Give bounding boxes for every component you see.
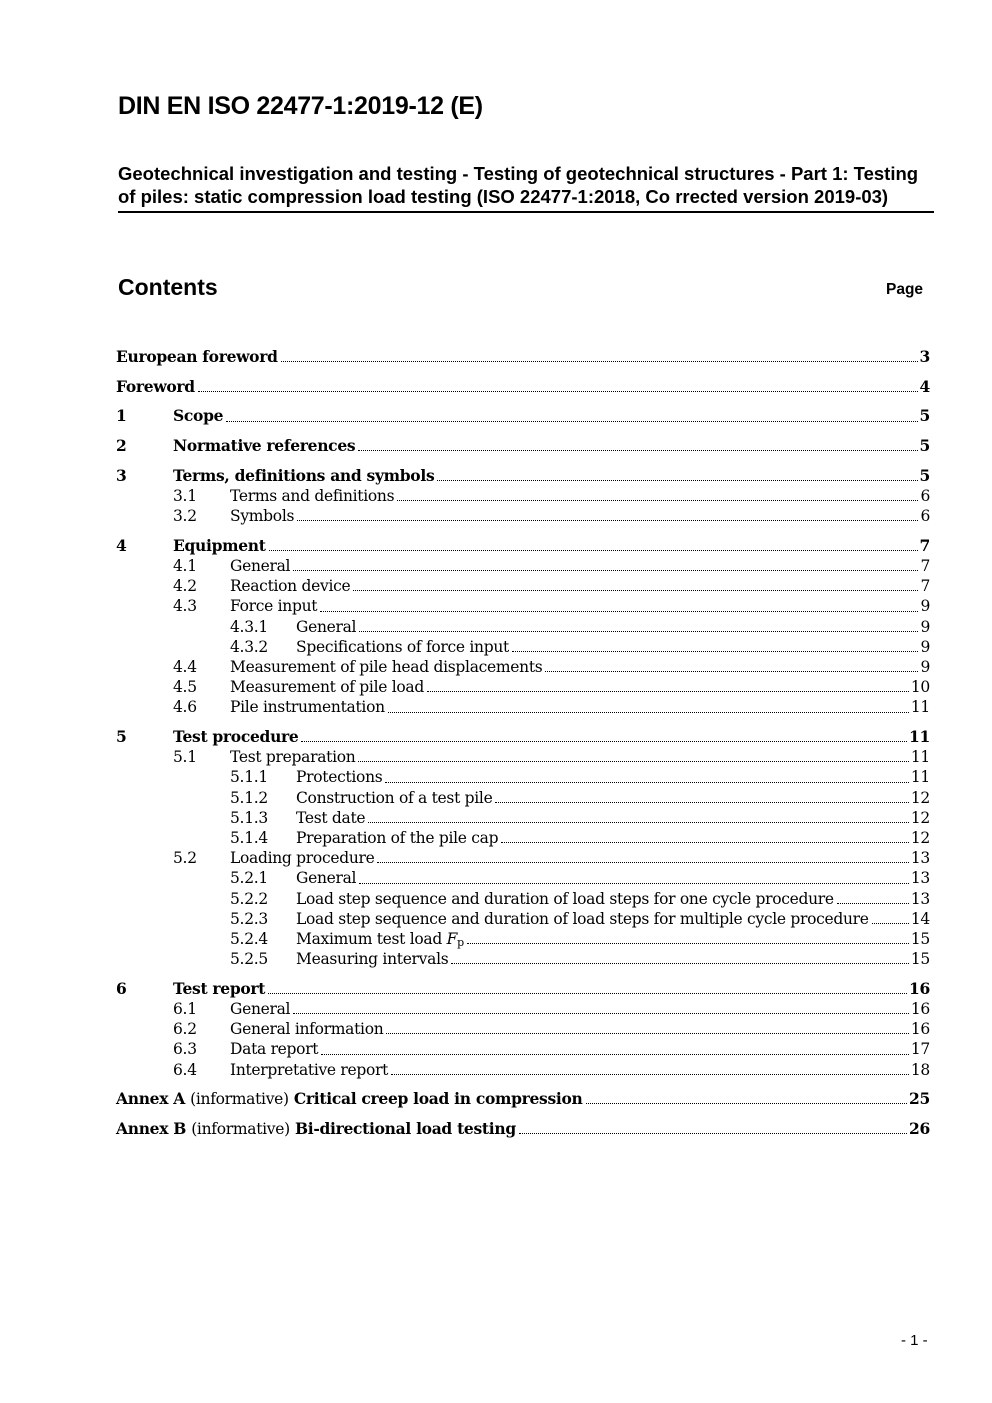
toc-entry-page: 6 — [920, 486, 930, 505]
toc-entry-number: 4.5 — [173, 678, 197, 697]
dot-leader — [837, 903, 909, 904]
toc-entry-5-1-2[interactable] — [116, 788, 930, 808]
dot-leader — [297, 520, 918, 521]
dot-leader — [358, 761, 908, 762]
toc-entry-4-2[interactable] — [116, 576, 930, 596]
toc-entry-number: 4 — [116, 535, 127, 555]
toc-entry-number: 5.2.2 — [230, 889, 268, 908]
toc-entry-2[interactable] — [116, 436, 930, 456]
toc-entry-title — [116, 1089, 583, 1109]
toc-entry-6-1[interactable] — [116, 999, 930, 1019]
toc-entry-title: Terms and definitions — [230, 486, 395, 505]
toc-entry-page: 16 — [909, 978, 930, 998]
dot-leader — [281, 361, 918, 362]
toc-entry-page: 5 — [919, 436, 930, 456]
toc-entry-number: 4.3 — [173, 597, 197, 616]
dot-leader — [586, 1103, 908, 1104]
toc-entry-page: 16 — [910, 1020, 930, 1039]
toc-entry-page: 7 — [920, 557, 930, 575]
toc-entry-european-foreword[interactable] — [116, 347, 930, 367]
toc-entry-page: 13 — [910, 869, 930, 888]
toc-entry-title: Interpretative report — [230, 1060, 389, 1079]
dot-leader — [388, 712, 909, 713]
toc-entry-title: Test report — [173, 978, 266, 998]
toc-entry-number: 3 — [116, 465, 127, 485]
toc-entry-title: Normative references — [173, 436, 356, 456]
toc-entry-title: Terms, definitions and symbols — [173, 465, 435, 485]
toc-entry-page: 14 — [910, 909, 930, 928]
toc-entry-number: 5.1.1 — [230, 768, 268, 787]
dot-leader — [359, 883, 909, 884]
toc-entry-annex-a[interactable] — [116, 1089, 930, 1109]
toc-entry-page: 9 — [920, 657, 930, 676]
toc-entry-number: 4.2 — [173, 577, 197, 596]
toc-entry-number: 4.4 — [173, 657, 197, 676]
toc-entry-title: Load step sequence and duration of load steps for one cycle procedure — [296, 889, 834, 908]
toc-entry-number: 2 — [116, 436, 127, 456]
toc-entry-4-3-1[interactable] — [116, 617, 930, 637]
toc-entry-title: Data report — [230, 1040, 319, 1059]
toc-entry-number: 5.1.2 — [230, 788, 268, 807]
toc-entry-page: 10 — [910, 678, 930, 697]
toc-entry-page: 25 — [909, 1089, 930, 1109]
toc-entry-title: Pile instrumentation — [230, 698, 385, 717]
toc-entry-page: 4 — [919, 376, 930, 396]
dot-leader — [872, 923, 909, 924]
dot-leader — [377, 862, 908, 863]
dot-leader — [226, 421, 917, 422]
toc-entry-number: 4.1 — [173, 557, 197, 575]
dot-leader — [385, 782, 908, 783]
annex-label: Annex A — [116, 1089, 185, 1109]
dot-leader — [451, 963, 908, 964]
toc-entry-title: Test procedure — [173, 727, 299, 746]
toc-entry-title: Test date — [296, 808, 366, 827]
toc-entry-foreword[interactable] — [116, 377, 930, 397]
toc-entry-page: 16 — [910, 999, 930, 1018]
toc-entry-title: European foreword — [116, 347, 278, 366]
dot-leader — [386, 1033, 908, 1034]
toc-entry-title: Protections — [296, 768, 383, 787]
toc-entry-page: 5 — [919, 406, 930, 426]
toc-entry-4-3[interactable] — [116, 596, 930, 616]
toc-entry-1[interactable] — [116, 406, 930, 426]
annex-title: Bi-directional load testing — [294, 1118, 516, 1138]
toc-entry-page: 17 — [910, 1040, 930, 1059]
toc-entry-title: General — [296, 617, 357, 636]
toc-entry-title: Equipment — [173, 535, 266, 555]
toc-entry-page: 11 — [910, 768, 930, 787]
toc-entry-page: 12 — [910, 828, 930, 847]
toc-entry-5-1-1[interactable] — [116, 767, 930, 787]
toc-entry-5-2-5[interactable] — [116, 949, 930, 969]
toc-entry-number: 4.6 — [173, 698, 197, 717]
toc-entry-page: 5 — [919, 465, 930, 485]
toc-entry-number: 3.2 — [173, 507, 197, 526]
dot-leader — [198, 391, 918, 392]
toc-entry-title — [116, 1119, 516, 1139]
toc-entry-title: Load step sequence and duration of load steps for multiple cycle procedure — [296, 909, 869, 928]
dot-leader — [391, 1074, 909, 1075]
toc-entry-number: 6.2 — [173, 1020, 197, 1039]
dot-leader — [301, 741, 907, 742]
toc-entry-page: 9 — [920, 617, 930, 636]
toc-entry-number: 5.1.4 — [230, 828, 268, 847]
toc-entry-number: 1 — [116, 406, 127, 426]
toc-entry-number: 5.2.1 — [230, 869, 268, 888]
annex-type: (informative) — [190, 1090, 289, 1109]
toc-entry-page: 12 — [910, 788, 930, 807]
toc-entry-5-2-1[interactable] — [116, 868, 930, 888]
page-number: - 1 - — [901, 1332, 928, 1349]
dot-leader — [293, 570, 918, 571]
toc-entry-number: 6.3 — [173, 1040, 197, 1059]
toc-entry-6-3[interactable] — [116, 1039, 930, 1059]
dot-leader — [368, 822, 909, 823]
dot-leader — [321, 1054, 909, 1055]
toc-entry-5-2-2[interactable] — [116, 889, 930, 909]
toc-entry-3-1[interactable] — [116, 486, 930, 506]
toc-entry-page: 3 — [919, 347, 930, 366]
toc-entry-3-2[interactable] — [116, 506, 930, 526]
toc-entry-number: 5 — [116, 727, 127, 746]
dot-leader — [397, 500, 918, 501]
toc-entry-page: 11 — [910, 698, 930, 717]
toc-entry-page: 7 — [919, 535, 930, 555]
toc-entry-page: 15 — [910, 950, 930, 969]
toc-entry-page: 9 — [920, 597, 930, 616]
toc-entry-number: 5.1 — [173, 748, 197, 767]
dot-leader — [512, 651, 918, 652]
toc-entry-title: General — [230, 999, 291, 1018]
toc-entry-number: 6.1 — [173, 999, 197, 1018]
toc-entry-page: 26 — [909, 1118, 930, 1138]
toc-entry-number: 4.3.1 — [230, 617, 268, 636]
toc-entry-5-1[interactable] — [116, 747, 930, 767]
dot-leader — [467, 943, 909, 944]
toc-entry-page: 11 — [909, 727, 930, 746]
toc-entry-title: Loading procedure — [230, 849, 375, 868]
toc-entry-title: Force input — [230, 597, 318, 616]
toc-entry-5-2-4[interactable] — [116, 929, 930, 949]
dot-leader — [353, 590, 918, 591]
toc-entry-title: General information — [230, 1020, 384, 1039]
toc-entry-title: Measurement of pile head displacements — [230, 657, 543, 676]
toc-entry-4-6[interactable] — [116, 697, 930, 717]
dot-leader — [545, 671, 918, 672]
toc-entry-3[interactable] — [116, 466, 930, 486]
toc-entry-4-3-2[interactable] — [116, 637, 930, 657]
toc-entry-page: 7 — [920, 577, 930, 596]
toc-entry-number: 4.3.2 — [230, 637, 268, 656]
toc-entry-number: 5.2.3 — [230, 909, 268, 928]
toc-entry-4-5[interactable] — [116, 677, 930, 697]
toc-entry-number: 6.4 — [173, 1060, 197, 1079]
toc-entry-title: Reaction device — [230, 577, 351, 596]
contents-heading: Contents — [118, 274, 218, 300]
toc-entry-title: General — [230, 557, 291, 575]
toc-entry-6-4[interactable] — [116, 1060, 930, 1080]
toc-entry-title: Preparation of the pile cap — [296, 828, 499, 847]
toc-entry-page: 13 — [910, 889, 930, 908]
toc-entry-number: 5.2.4 — [230, 929, 268, 948]
dot-leader — [358, 450, 917, 451]
toc-entry-title: Measurement of pile load — [230, 678, 424, 697]
toc-entry-title: Construction of a test pile — [296, 788, 493, 807]
toc-entry-title: General — [296, 869, 357, 888]
annex-title: Critical creep load in compression — [293, 1089, 583, 1109]
toc-entry-number: 3.1 — [173, 486, 197, 505]
toc-entry-5-2-3[interactable] — [116, 909, 930, 929]
toc-entry-title: Specifications of force input — [296, 637, 509, 656]
toc-entry-number: 6 — [116, 978, 127, 998]
toc-entry-annex-b[interactable] — [116, 1119, 930, 1139]
toc-entry-title: Measuring intervals — [296, 950, 449, 969]
force-symbol-subscript: p — [457, 935, 464, 949]
toc-entry-title-text: Maximum test load — [296, 929, 442, 948]
dot-leader — [519, 1133, 907, 1134]
toc-entry-5[interactable] — [116, 727, 930, 747]
document-title: DIN EN ISO 22477-1:2019-12 (E) — [118, 92, 483, 120]
toc-entry-title: Scope — [173, 406, 224, 426]
force-symbol: F — [446, 929, 458, 948]
dot-leader — [437, 480, 917, 481]
toc-entry-number: 5.2 — [173, 849, 197, 868]
toc-entry-page: 15 — [910, 929, 930, 948]
document-subtitle: Geotechnical investigation and testing - Testing of geotechnical structures - Part 1: Testing of piles: static compression load testing (ISO 22477-1:2018, Co rrected version 2019-03) — [118, 162, 934, 213]
dot-leader — [495, 802, 908, 803]
toc-entry-page: 12 — [910, 808, 930, 827]
toc-entry-title: Foreword — [116, 376, 195, 396]
annex-type: (informative) — [191, 1119, 290, 1138]
toc-entry-6[interactable] — [116, 979, 930, 999]
toc-entry-page: 11 — [910, 748, 930, 767]
dot-leader — [268, 993, 907, 994]
page-column-heading: Page — [886, 281, 924, 298]
toc-entry-4[interactable] — [116, 536, 930, 556]
dot-leader — [269, 550, 918, 551]
toc-entry-6-2[interactable] — [116, 1019, 930, 1039]
dot-leader — [427, 691, 909, 692]
annex-label: Annex B — [116, 1118, 187, 1138]
toc-entry-title: Test preparation — [230, 748, 356, 767]
dot-leader — [501, 842, 909, 843]
toc-entry-page: 13 — [910, 849, 930, 868]
dot-leader — [293, 1013, 909, 1014]
toc-entry-page: 18 — [910, 1060, 930, 1079]
toc-entry-4-4[interactable] — [116, 657, 930, 677]
toc-entry-page: 9 — [920, 637, 930, 656]
toc-entry-5-2[interactable] — [116, 848, 930, 868]
toc-entry-5-1-4[interactable] — [116, 828, 930, 848]
table-of-contents — [116, 347, 930, 1139]
dot-leader — [320, 611, 918, 612]
toc-entry-number: 5.1.3 — [230, 808, 268, 827]
toc-entry-number: 5.2.5 — [230, 950, 268, 969]
dot-leader — [359, 631, 918, 632]
toc-entry-4-1[interactable] — [116, 556, 930, 576]
toc-entry-title: Symbols — [230, 507, 295, 526]
toc-entry-5-1-3[interactable] — [116, 808, 930, 828]
toc-entry-page: 6 — [920, 507, 930, 526]
